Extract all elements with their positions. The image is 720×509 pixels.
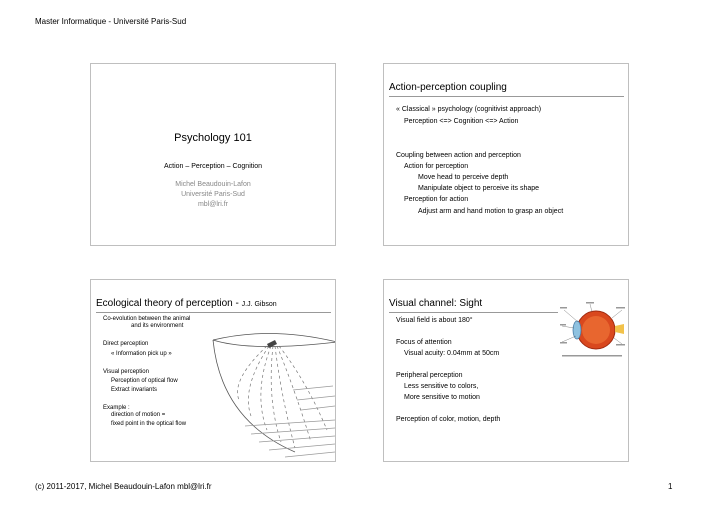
bullet-line: Move head to perceive depth xyxy=(418,174,509,181)
page-header: Master Informatique - Université Paris-Sud xyxy=(35,17,187,26)
slide-visual-channel xyxy=(383,279,629,462)
heading-rule xyxy=(389,96,624,97)
heading-rule xyxy=(389,312,558,313)
bullet-line: Direct perception xyxy=(103,341,149,347)
bullet-line: Less sensitive to colors, xyxy=(404,383,479,390)
bullet-line: Perception for action xyxy=(404,196,469,203)
bullet-line: Extract invariants xyxy=(111,387,158,393)
eye-anatomy-illustration xyxy=(560,302,626,360)
bullet-line: Perception <=> Cognition <=> Action xyxy=(404,118,519,125)
bullet-line: Manipulate object to perceive its shape xyxy=(418,185,540,192)
bullet-line: Co-evolution between the animal xyxy=(103,316,191,322)
bullet-line: Visual perception xyxy=(103,369,149,375)
heading-author: J.J. Gibson xyxy=(241,301,277,308)
author-affiliation: Université Paris-Sud xyxy=(181,191,245,198)
slide-heading: Action-perception coupling xyxy=(389,82,507,93)
bullet-line: Action for perception xyxy=(404,163,469,170)
bullet-line: Example : xyxy=(103,405,130,411)
slide-title-heading: Psychology 101 xyxy=(174,132,252,144)
slide-coupling xyxy=(383,63,629,246)
page-number: 1 xyxy=(668,482,673,491)
author-name: Michel Beaudouin-Lafon xyxy=(175,181,251,188)
bullet-line: Adjust arm and hand motion to grasp an object xyxy=(418,208,564,215)
slide-heading: Visual channel: Sight xyxy=(389,298,483,309)
bullet-line: direction of motion = xyxy=(111,412,166,418)
bullet-line: Perception of optical flow xyxy=(111,378,178,384)
bullet-line: Peripheral perception xyxy=(396,372,463,379)
bullet-line: « Classical » psychology (cognitivist approach) xyxy=(396,106,542,113)
bullet-line: « Information pick up » xyxy=(111,351,172,357)
bullet-line: Focus of attention xyxy=(396,339,452,346)
bullet-line: and its environment xyxy=(131,323,184,329)
optical-flow-hemisphere-illustration xyxy=(211,330,336,460)
slide-heading: Ecological theory of perception - J.J. Gibson xyxy=(96,298,277,309)
heading-rule xyxy=(96,312,331,313)
slide-title xyxy=(90,63,336,246)
bullet-line: Coupling between action and perception xyxy=(396,152,521,159)
bullet-line: More sensitive to motion xyxy=(404,394,480,401)
bullet-line: fixed point in the optical flow xyxy=(111,421,187,427)
author-email: mbl@lri.fr xyxy=(197,201,229,208)
slide-subtitle: Action – Perception – Cognition xyxy=(163,163,263,170)
bullet-line: Visual acuity: 0.04mm at 50cm xyxy=(404,350,500,357)
bullet-line: Visual field is about 180° xyxy=(396,317,473,324)
page-footer: (c) 2011-2017, Michel Beaudouin-Lafon mbl@lri.fr xyxy=(35,482,212,491)
bullet-line: Perception of color, motion, depth xyxy=(396,416,501,423)
slide-ecological xyxy=(90,279,336,462)
